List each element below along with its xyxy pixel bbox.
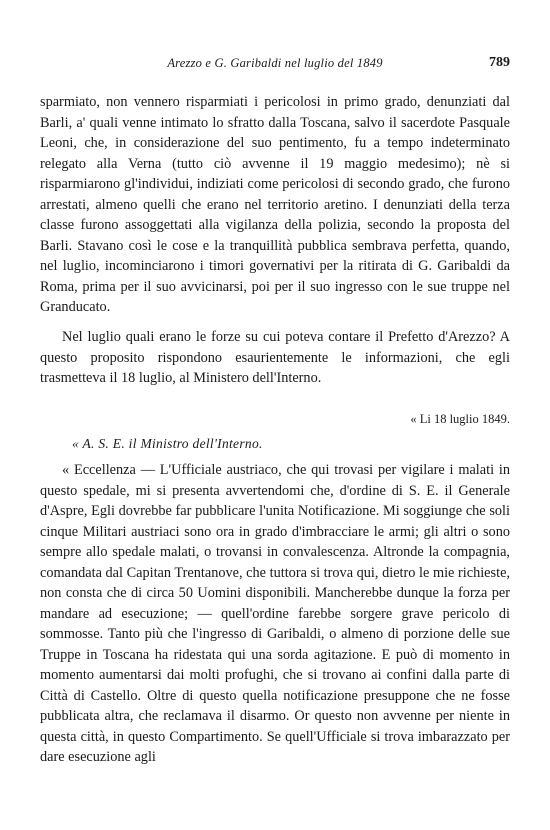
letter-dateline: « Li 18 luglio 1849. <box>410 412 510 426</box>
running-head <box>40 56 510 74</box>
paragraph-forces-question: Nel luglio quali erano le forze su cui poteva contare il Prefetto d'Arezzo? A questo proposito rispondono esaurientemente le informazioni, che egli trasmetteva il 18 luglio, al Ministero dell'Interno. <box>40 329 510 386</box>
page-number: 789 <box>489 55 510 70</box>
letter-address: « A. S. E. il Ministro dell'Interno. <box>72 436 263 451</box>
paragraph-continuation: sparmiato, non vennero risparmiati i pericolosi in primo grado, denunziati dal Barli, a' quali venne intimato lo sfratto dalla Toscana, salvo il sacerdote Pasquale Leoni, che, in considerazione del suo pentimento, fu a tempo indeterminato relegato alla Verna (tutto ciò avvenne il 19 maggio medesimo); nè si risparmiarono gl'individui, indiziati come pericolosi di secondo grado, che furono arrestati, almeno quelli che erano nel territorio aretino. I denunziati della terza classe furono assoggettati alla vigilanza della polizia, secondo la proposta del Barli. Stavano così le cose e la tranquillità pubblica sembrava perfetta, quando, nel luglio, incominciarono i timori governativi per la ritirata di G. Garibaldi da Roma, prima per il suo avvicinarsi, poi per il suo ingresso con le sue truppe nel Granducato. <box>40 94 510 315</box>
running-title: Arezzo e G. Garibaldi nel luglio del 1849 <box>167 56 383 70</box>
letter-body: « Eccellenza — L'Ufficiale austriaco, che qui trovasi per vigilare i malati in questo spedale, mi si presenta avvertendomi che, d'ordine di S. E. il Generale d'Aspre, Egli dovrebbe far pubblicare l'unita Notificazione. Mi soggiunge che soli cinque Militari austriaci sono ora in grado d'imbracciare le armi; gli altri o sono sempre allo spedale malati, o trovansi in convalescenza. Altronde la compagnia, comandata dal Capitan Trentanove, che tuttora si trova qui, dietro le mie richieste, non consta che di circa 50 Uomini disponibili. Mancherebbe dunque la forza per mandare ad esecuzione; — quell'ordine farebbe sorgere grave pericolo di sommosse. Tanto più che l'ingresso di Garibaldi, o almeno di porzione delle sue Truppe in Toscana ha ridestata qui una sorda agitazione. E può di momento in momento aumentarsi dai molti profughi, che si trovano ai confini dalla parte di Città di Castello. Oltre di questo quella notificazione presuppone che ne fosse pubblicata altra, che reclamava il disarmo. Or questo non avvenne per niente in questa città, in questo Compartimento. Se quell'Ufficiale si trova imbarazzato per dare esecuzione agli <box>40 462 510 765</box>
